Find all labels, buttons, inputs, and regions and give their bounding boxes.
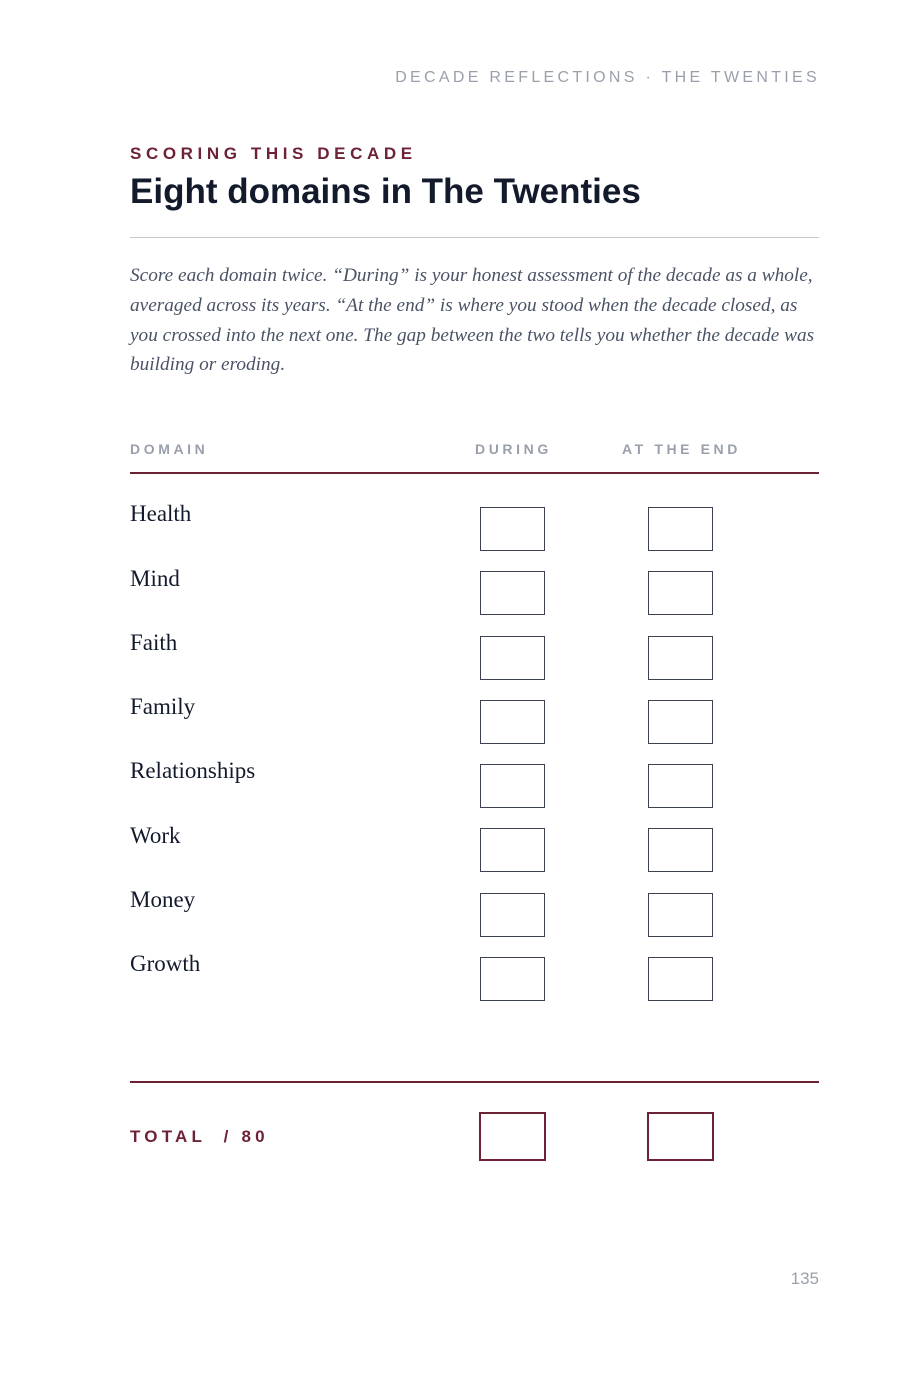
during-score-box[interactable] (480, 507, 545, 551)
during-score-box[interactable] (480, 957, 545, 1001)
at-the-end-score-box[interactable] (648, 700, 713, 744)
column-header-during: DURING (475, 441, 552, 457)
table-row (0, 630, 918, 690)
domain-label: Faith (130, 630, 178, 655)
page-title: Eight domains in The Twenties (130, 172, 641, 211)
at-the-end-score-box[interactable] (648, 828, 713, 872)
column-header-at-the-end: AT THE END (622, 441, 741, 457)
during-score-box[interactable] (480, 700, 545, 744)
intro-paragraph: Score each domain twice. “During” is your honest assessment of the decade as a whole, averaged across its years. “At the end” is where you stood when the decade closed, as you crossed into the next one. The gap between the two tells you whether the decade was building or eroding. (130, 265, 815, 376)
during-score-box[interactable] (480, 893, 545, 937)
table-row (0, 694, 918, 754)
total-during-box[interactable] (479, 1112, 546, 1161)
header-divider (130, 472, 819, 474)
at-the-end-score-box[interactable] (648, 507, 713, 551)
title-divider (130, 237, 819, 238)
domain-label: Health (130, 501, 192, 526)
domain-label: Work (130, 823, 181, 848)
during-score-box[interactable] (480, 828, 545, 872)
table-row (0, 951, 918, 1011)
domain-label: Family (130, 694, 196, 719)
page-number: 135 (790, 1269, 819, 1288)
at-the-end-score-box[interactable] (648, 636, 713, 680)
table-row (0, 823, 918, 883)
domain-label: Growth (130, 951, 201, 976)
table-row (0, 501, 918, 561)
domain-label: Money (130, 887, 196, 912)
at-the-end-score-box[interactable] (648, 957, 713, 1001)
running-head: DECADE REFLECTIONS · THE TWENTIES (395, 69, 820, 86)
during-score-box[interactable] (480, 571, 545, 615)
during-score-box[interactable] (480, 636, 545, 680)
total-label: TOTAL / 80 (130, 1127, 269, 1146)
table-row (0, 758, 918, 818)
column-header-domain: DOMAIN (130, 441, 209, 457)
total-at-the-end-box[interactable] (647, 1112, 714, 1161)
table-row (0, 566, 918, 626)
section-eyebrow: SCORING THIS DECADE (130, 144, 417, 163)
domain-label: Relationships (130, 758, 256, 783)
during-score-box[interactable] (480, 764, 545, 808)
domain-label: Mind (130, 566, 180, 591)
total-divider (130, 1081, 819, 1083)
at-the-end-score-box[interactable] (648, 571, 713, 615)
at-the-end-score-box[interactable] (648, 764, 713, 808)
at-the-end-score-box[interactable] (648, 893, 713, 937)
table-row (0, 887, 918, 947)
